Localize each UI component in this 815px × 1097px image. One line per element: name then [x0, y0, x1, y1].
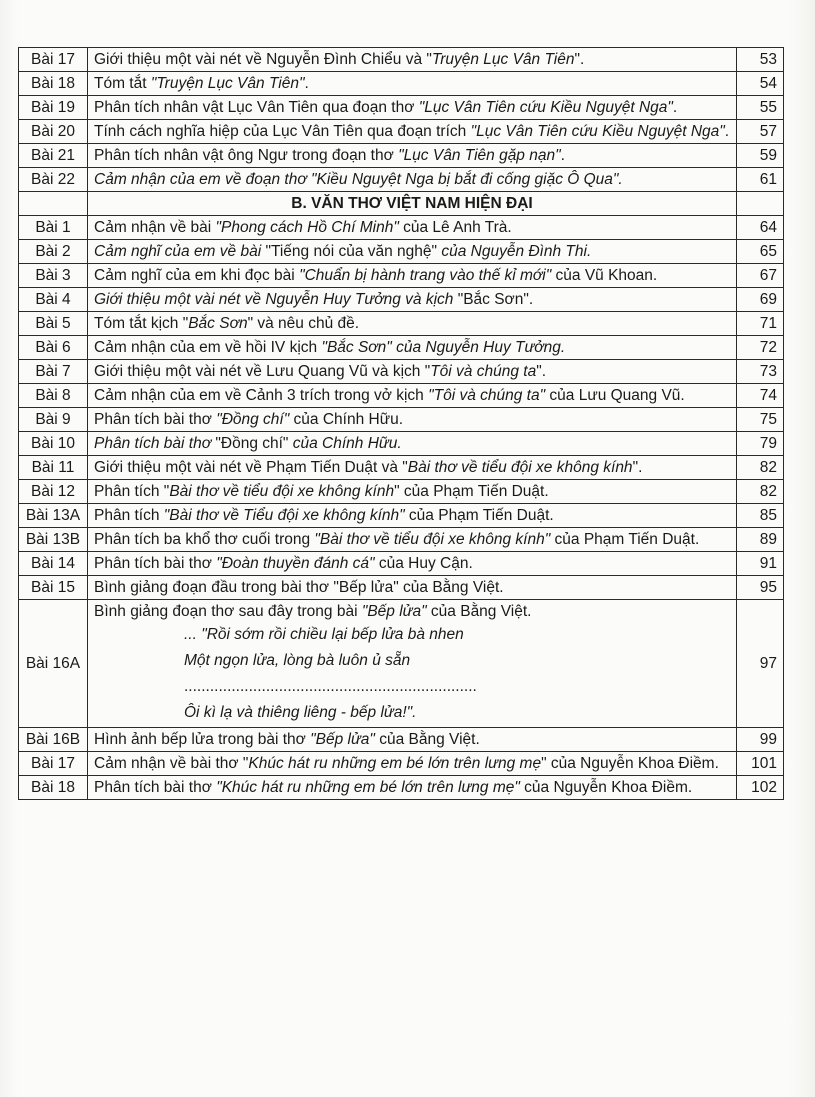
lesson-title [88, 312, 737, 336]
title-segment: Phân tích nhân vật Lục Vân Tiên qua đoạn thơ [94, 99, 419, 116]
title-text [94, 601, 730, 622]
lesson-title [88, 552, 737, 576]
page-number: 65 [737, 240, 784, 264]
title-segment: Tính cách nghĩa hiệp của Lục Vân Tiên qua đoạn trích [94, 123, 471, 140]
lesson-title [88, 72, 737, 96]
title-segment: "Đoàn thuyền đánh cá" [216, 555, 375, 572]
title-segment: Giới thiệu một vài nét về Nguyễn Đình Chiểu và " [94, 51, 432, 68]
title-segment: ". [632, 459, 643, 476]
title-text [94, 313, 730, 334]
title-text [94, 433, 730, 454]
title-segment: của Huy Cận. [374, 555, 473, 572]
page-number: 79 [737, 432, 784, 456]
title-text [94, 193, 730, 214]
lesson-number: Bài 18 [19, 776, 88, 800]
lesson-title [88, 288, 737, 312]
lesson-number: Bài 20 [19, 120, 88, 144]
title-text [94, 753, 730, 774]
poem-line: ... "Rồi sớm rồi chiều lại bếp lửa bà nhen [184, 626, 464, 643]
title-segment: " và nêu chủ đề. [247, 315, 360, 332]
lesson-number: Bài 22 [19, 168, 88, 192]
title-text [94, 145, 730, 166]
toc-row [19, 528, 784, 552]
title-segment: Phân tích bài thơ [94, 435, 216, 452]
lesson-number: Bài 1 [19, 216, 88, 240]
title-segment: "Bắc Sơn". [457, 291, 534, 308]
title-segment: Phân tích bài thơ [94, 555, 217, 572]
lesson-number: Bài 11 [19, 456, 88, 480]
title-segment: . [724, 123, 730, 140]
page-number: 95 [737, 576, 784, 600]
title-segment: Phân tích bài thơ [94, 779, 217, 796]
toc-row [19, 752, 784, 776]
title-segment: của Phạm Tiến Duật. [550, 531, 700, 548]
title-text [94, 481, 730, 502]
lesson-title [88, 240, 737, 264]
title-segment: của Nguyễn Khoa Điềm. [519, 779, 693, 796]
title-segment: B. VĂN THƠ VIỆT NAM HIỆN ĐẠI [291, 195, 533, 212]
title-segment: Giới thiệu một vài nét về Lưu Quang Vũ và kịch " [94, 363, 431, 380]
title-text [94, 241, 730, 262]
title-segment: Bắc Sơn [188, 315, 248, 332]
title-segment: "Tôi và chúng ta" [428, 387, 546, 404]
poem-line: Ôi kì lạ và thiêng liêng - bếp lửa!". [184, 704, 417, 721]
title-segment: . [672, 99, 678, 116]
page-number: 61 [737, 168, 784, 192]
toc-row [19, 432, 784, 456]
lesson-number: Bài 17 [19, 752, 88, 776]
title-segment: "Bếp lửa" [310, 731, 375, 748]
title-text [94, 49, 730, 70]
page-number: 72 [737, 336, 784, 360]
toc-row [19, 600, 784, 728]
title-segment: "Bếp lửa" [361, 603, 427, 620]
lesson-title [88, 264, 737, 288]
title-segment: Truyện Lục Vân Tiên [431, 51, 575, 68]
toc-row [19, 216, 784, 240]
title-segment: "Lục Vân Tiên gặp nạn" [398, 147, 561, 164]
lesson-number: Bài 13B [19, 528, 88, 552]
title-segment: Cảm nhận của em về Cảnh 3 trích trong vở kịch [94, 387, 429, 404]
lesson-number: Bài 17 [19, 48, 88, 72]
title-text [94, 553, 730, 574]
toc-row [19, 120, 784, 144]
lesson-title [88, 120, 737, 144]
title-text [94, 729, 730, 750]
title-segment: Khúc hát ru những em bé lớn trên lưng mẹ [248, 755, 542, 772]
title-segment: của Phạm Tiến Duật. [404, 507, 554, 524]
lesson-number: Bài 5 [19, 312, 88, 336]
title-text [94, 409, 730, 430]
title-segment: . [304, 75, 309, 92]
toc-row [19, 168, 784, 192]
lesson-title [88, 336, 737, 360]
poem-line: Một ngọn lửa, lòng bà luôn ủ sẵn [184, 652, 411, 669]
page-number: 91 [737, 552, 784, 576]
title-segment: "Truyện Lục Vân Tiên" [150, 75, 305, 92]
lesson-title [88, 168, 737, 192]
toc-row [19, 144, 784, 168]
title-segment: "Lục Vân Tiên cứu Kiều Nguyệt Nga" [470, 123, 725, 140]
title-segment: của Chính Hữu. [289, 411, 404, 428]
page-number: 82 [737, 456, 784, 480]
lesson-number: Bài 10 [19, 432, 88, 456]
title-segment: của Bằng Việt. [426, 603, 532, 620]
lesson-title [88, 216, 737, 240]
lesson-title [88, 432, 737, 456]
title-segment: "Đồng chí" [215, 435, 289, 452]
title-text [94, 457, 730, 478]
title-segment: của Vũ Khoan. [551, 267, 658, 284]
title-text [94, 73, 730, 94]
lesson-number: Bài 19 [19, 96, 88, 120]
title-segment: "Bắc Sơn" của Nguyễn Huy Tưởng. [321, 339, 566, 356]
title-segment: của Lê Anh Trà. [398, 219, 512, 236]
toc-row [19, 480, 784, 504]
toc-row [19, 312, 784, 336]
title-segment: Giới thiệu một vài nét về Phạm Tiến Duật và " [94, 459, 408, 476]
toc-row [19, 336, 784, 360]
title-segment: Phân tích " [94, 483, 170, 500]
title-segment: Cảm nhận về bài thơ " [94, 755, 249, 772]
title-segment: của Chính Hữu. [288, 435, 402, 452]
toc-row [19, 288, 784, 312]
section-title [88, 192, 737, 216]
toc-row [19, 264, 784, 288]
page-number: 55 [737, 96, 784, 120]
title-segment: " của Phạm Tiến Duật. [394, 483, 549, 500]
title-segment: Giới thiệu một vài nét về Nguyễn Huy Tưởng và kịch [94, 291, 458, 308]
lesson-title [88, 384, 737, 408]
page-number: 85 [737, 504, 784, 528]
toc-row [19, 728, 784, 752]
title-segment: "Phong cách Hồ Chí Minh" [215, 219, 399, 236]
toc-body [19, 48, 784, 800]
page-number: 73 [737, 360, 784, 384]
title-segment: Tôi và chúng ta [430, 363, 537, 380]
page-number: 71 [737, 312, 784, 336]
title-segment: của Bằng Việt. [374, 731, 480, 748]
lesson-number: Bài 21 [19, 144, 88, 168]
title-text [94, 777, 730, 798]
page-number: 97 [737, 600, 784, 728]
title-segment: Tóm tắt kịch " [94, 315, 189, 332]
page-number: 53 [737, 48, 784, 72]
poem-line: .................................................................... [184, 678, 477, 695]
title-segment: "Đồng chí" [216, 411, 290, 428]
title-segment: ". [574, 51, 585, 68]
toc-row [19, 240, 784, 264]
title-segment: "Bài thơ về Tiểu đội xe không kính" [163, 507, 405, 524]
title-segment: "Khúc hát ru những em bé lớn trên lưng mẹ" [216, 779, 520, 796]
lesson-number: Bài 4 [19, 288, 88, 312]
lesson-number: Bài 16B [19, 728, 88, 752]
page-number: 89 [737, 528, 784, 552]
lesson-title [88, 528, 737, 552]
title-text [94, 169, 730, 190]
page-number: 54 [737, 72, 784, 96]
lesson-number: Bài 8 [19, 384, 88, 408]
title-segment: Phân tích [94, 507, 164, 524]
table-of-contents [18, 47, 784, 800]
page-number: 57 [737, 120, 784, 144]
title-segment: Phân tích nhân vật ông Ngư trong đoạn thơ [94, 147, 399, 164]
title-text [94, 577, 730, 598]
title-segment: Cảm nghĩ của em khi đọc bài [94, 267, 300, 284]
title-segment: của Lưu Quang Vũ. [545, 387, 685, 404]
lesson-number [19, 192, 88, 216]
lesson-number: Bài 2 [19, 240, 88, 264]
lesson-number: Bài 3 [19, 264, 88, 288]
toc-row [19, 96, 784, 120]
lesson-number: Bài 9 [19, 408, 88, 432]
lesson-number: Bài 15 [19, 576, 88, 600]
lesson-number: Bài 13A [19, 504, 88, 528]
title-segment: Cảm nhận của em về đoạn thơ "Kiều Nguyệt Nga bị bắt đi cống giặc Ô Qua". [94, 171, 623, 188]
toc-row [19, 360, 784, 384]
title-segment: "Bài thơ về tiểu đội xe không kính" [314, 531, 551, 548]
lesson-number: Bài 18 [19, 72, 88, 96]
lesson-title [88, 504, 737, 528]
lesson-title [88, 752, 737, 776]
lesson-title [88, 408, 737, 432]
lesson-title [88, 144, 737, 168]
title-text [94, 217, 730, 238]
lesson-title [88, 96, 737, 120]
lesson-title [88, 576, 737, 600]
title-segment: Cảm nhận của em về hồi IV kịch [94, 339, 322, 356]
title-text [94, 121, 730, 142]
page-number: 82 [737, 480, 784, 504]
title-text [94, 289, 730, 310]
toc-row [19, 456, 784, 480]
page-number: 99 [737, 728, 784, 752]
title-text [94, 265, 730, 286]
page-number: 59 [737, 144, 784, 168]
page-number: 75 [737, 408, 784, 432]
toc-row [19, 776, 784, 800]
toc-row [19, 72, 784, 96]
section-heading-row [19, 192, 784, 216]
page-number: 64 [737, 216, 784, 240]
toc-row [19, 576, 784, 600]
page-number: 102 [737, 776, 784, 800]
title-segment: Phân tích ba khổ thơ cuối trong [94, 531, 315, 548]
title-segment: "Chuẩn bị hành trang vào thế kỉ mới" [299, 267, 552, 284]
title-segment: của Nguyễn Đình Thi. [437, 243, 592, 260]
title-segment: "Lục Vân Tiên cứu Kiều Nguyệt Nga" [418, 99, 673, 116]
title-text [94, 97, 730, 118]
lesson-title [88, 776, 737, 800]
title-segment: Cảm nhận về bài [94, 219, 216, 236]
page-number: 67 [737, 264, 784, 288]
title-text [94, 337, 730, 358]
lesson-title [88, 600, 737, 728]
title-segment: Hình ảnh bếp lửa trong bài thơ [94, 731, 311, 748]
page-number: 69 [737, 288, 784, 312]
lesson-title [88, 48, 737, 72]
lesson-number: Bài 6 [19, 336, 88, 360]
lesson-number: Bài 7 [19, 360, 88, 384]
title-text [94, 505, 730, 526]
title-segment: Bài thơ về tiểu đội xe không kính [407, 459, 633, 476]
title-segment: Bình giảng đoạn thơ sau đây trong bài [94, 603, 362, 620]
title-segment: . [560, 147, 565, 164]
page-number: 74 [737, 384, 784, 408]
lesson-title [88, 456, 737, 480]
toc-row [19, 408, 784, 432]
toc-row [19, 384, 784, 408]
title-segment: ". [536, 363, 547, 380]
lesson-number: Bài 16A [19, 600, 88, 728]
title-segment: Bình giảng đoạn đầu trong bài thơ "Bếp lửa" của Bằng Việt. [94, 579, 504, 596]
lesson-number: Bài 14 [19, 552, 88, 576]
toc-row [19, 504, 784, 528]
title-text [94, 361, 730, 382]
title-segment: Bài thơ về tiểu đội xe không kính [169, 483, 395, 500]
lesson-title [88, 360, 737, 384]
title-text [94, 385, 730, 406]
lesson-title [88, 728, 737, 752]
page-number: 101 [737, 752, 784, 776]
page-number [737, 192, 784, 216]
lesson-title [88, 480, 737, 504]
toc-row [19, 48, 784, 72]
title-segment: Tóm tắt [94, 75, 151, 92]
title-text [94, 529, 730, 550]
title-segment: " của Nguyễn Khoa Điềm. [541, 755, 719, 772]
toc-row [19, 552, 784, 576]
lesson-number: Bài 12 [19, 480, 88, 504]
title-segment: "Tiếng nói của văn nghệ" [265, 243, 438, 260]
title-segment: Phân tích bài thơ [94, 411, 217, 428]
title-segment: Cảm nghĩ của em về bài [94, 243, 266, 260]
